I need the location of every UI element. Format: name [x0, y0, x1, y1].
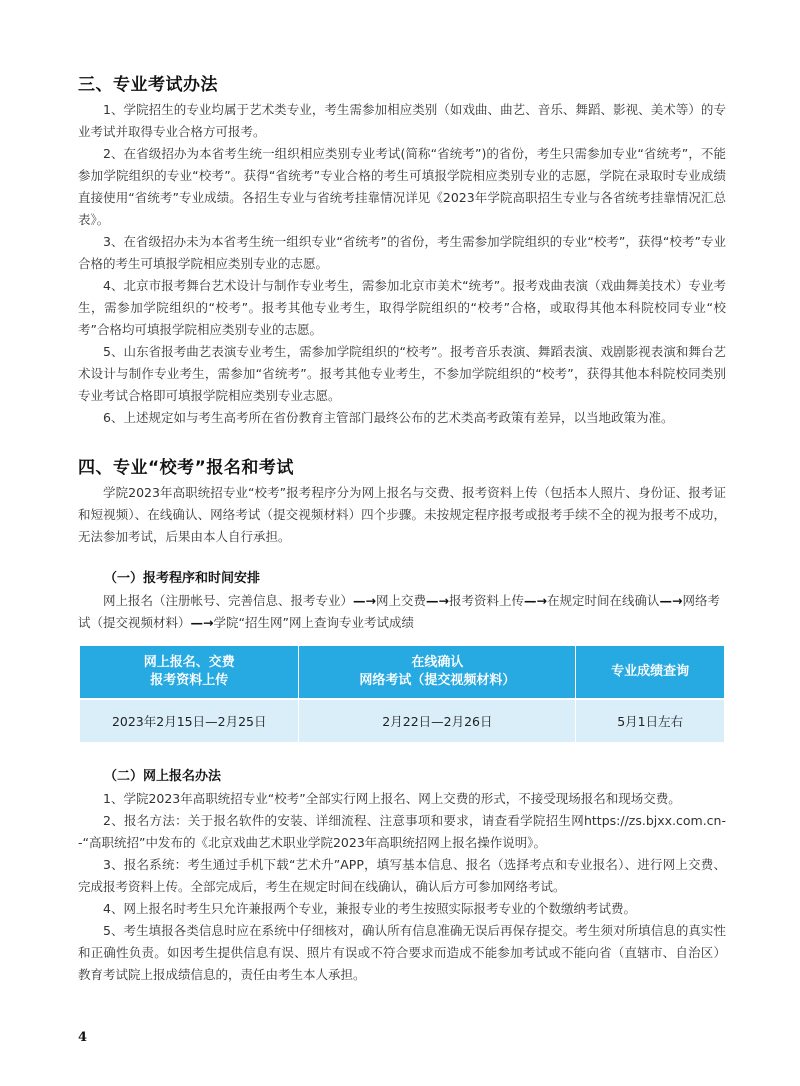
section-3-para-5: 5、山东省报考曲艺表演专业考生，需参加学院组织的“校考”。报考音乐表演、舞蹈表演、戏剧影视表演和舞台艺术设计与制作专业考生，需参加“省统考”。报考其他专业考生，不参加学院组织的“校考”，获得其他本科院校同类别专业考试合格即可填报学院相应类别专业志愿。 [78, 344, 726, 403]
section-4-title: 四、专业“校考”报名和考试 [78, 458, 294, 478]
section-4-para-2: 2、报名方法：关于报名软件的安装、详细流程、注意事项和要求，请查看学院招生网https://zs.bjxx.com.cn--“高职统招”中发布的《北京戏曲艺术职业学院2023年高职统招网上报名操作说明》。 [78, 813, 726, 850]
table-cell: 2月22日—2月26日 [299, 699, 576, 742]
section-3-title: 三、专业考试办法 [78, 75, 218, 95]
arrow-icon: —→ [426, 593, 449, 608]
section-3-para-2: 2、在省级招办为本省考生统一组织相应类别专业考试(简称“省统考”)的省份，考生只需参加专业“省统考”，不能参加学院组织的专业“校考”。获得“省统考”专业合格的考生可填报学院相应类别专业的志愿，学院在录取时专业成绩直接使用“省统考”专业成绩。各招生专业与省统考挂靠情况详见《2023年学院高职招生专业与各省统考挂靠情况汇总表》。 [78, 146, 726, 227]
section-3-para-3: 3、在省级招办未为本省考生统一组织专业“省统考”的省份，考生需参加学院组织的专业“校考”，获得“校考”专业合格的考生可填报学院相应类别专业的志愿。 [78, 234, 726, 271]
table-header-cell [80, 646, 299, 699]
section-4-para-1: 1、学院2023年高职统招专业“校考”全部实行网上报名、网上交费的形式，不接受现场报名和现场交费。 [103, 791, 681, 806]
subsection-2-title: （二）网上报名办法 [104, 769, 222, 784]
table-cell: 5月1日左右 [576, 699, 724, 742]
section-4-para-4: 4、网上报名时考生只允许兼报两个专业，兼报专业的考生按照实际报考专业的个数缴纳考试费。 [103, 901, 636, 916]
table-cell: 2023年2月15日—2月25日 [80, 699, 299, 742]
table-header-cell [299, 646, 576, 699]
document-page [78, 70, 726, 986]
arrow-icon: —→ [190, 615, 214, 630]
section-4-para-3: 3、报名系统：考生通过手机下载“艺术升”APP，填写基本信息、报名（选择考点和专业报名）、进行网上交费、完成报考资料上传。全部完成后，考生在规定时间在线确认，确认后方可参加网络考试。 [78, 857, 726, 894]
process-step-1: 网上报名（注册帐号、完善信息、报考专业） [103, 593, 354, 608]
arrow-icon: —→ [524, 593, 547, 608]
header-line: 报考资料上传 [150, 673, 229, 688]
process-step-6: 学院“招生网”网上查询专业考试成绩 [213, 615, 414, 630]
section-3-para-4: 4、北京市报考舞台艺术设计与制作专业考生，需参加北京市美术“统考”。报考戏曲表演（戏曲舞美技术）专业考生，需参加学院组织的“校考”。报考其他专业考生，取得学院组织的“校考”合格，或取得其他本科院校同专业“校考”合格均可填报学院相应类别专业的志愿。 [78, 278, 726, 337]
process-step-5: 网络考试（提交视频材料） [78, 593, 721, 630]
header-line: 网上报名、交费 [143, 655, 235, 670]
process-flow [78, 590, 726, 634]
process-step-2: 网上交费 [376, 593, 427, 608]
schedule-table [80, 646, 724, 742]
arrow-icon: —→ [353, 593, 376, 608]
header-line: 专业成绩查询 [611, 664, 690, 679]
page-number: 4 [78, 1030, 88, 1045]
process-step-4: 在规定时间在线确认 [547, 593, 660, 608]
header-line: 网络考试（提交视频材料） [359, 673, 516, 688]
table-header-row [80, 646, 724, 699]
arrow-icon: —→ [659, 593, 683, 608]
section-3-para-6: 6、上述规定如与考生高考所在省份教育主管部门最终公布的艺术类高考政策有差异，以当地政策为准。 [103, 410, 674, 425]
section-4-para-5: 5、考生填报各类信息时应在系统中仔细核对，确认所有信息准确无误后再保存提交。考生须对所填信息的真实性和正确性负责。如因考生提供信息有误、照片有误或不符合要求而造成不能参加考试或不能向省（直辖市、自治区）教育考试院上报成绩信息的，责任由考生本人承担。 [78, 923, 726, 982]
table-header-cell [576, 646, 724, 699]
section-3-para-1: 1、学院招生的专业均属于艺术类专业，考生需参加相应类别（如戏曲、曲艺、音乐、舞蹈、影视、美术等）的专业考试并取得专业合格方可报考。 [78, 102, 726, 139]
header-line: 在线确认 [411, 655, 464, 670]
subsection-1-title: （一）报考程序和时间安排 [104, 571, 261, 586]
process-step-3: 报考资料上传 [449, 593, 525, 608]
section-4-intro: 学院2023年高职统招专业“校考”报考程序分为网上报名与交费、报考资料上传（包括本人照片、身份证、报考证和短视频）、在线确认、网络考试（提交视频材料）四个步骤。未按规定程序报考或报考手续不全的视为报考不成功，无法参加考试，后果由本人自行承担。 [78, 485, 726, 544]
table-row [80, 699, 724, 742]
